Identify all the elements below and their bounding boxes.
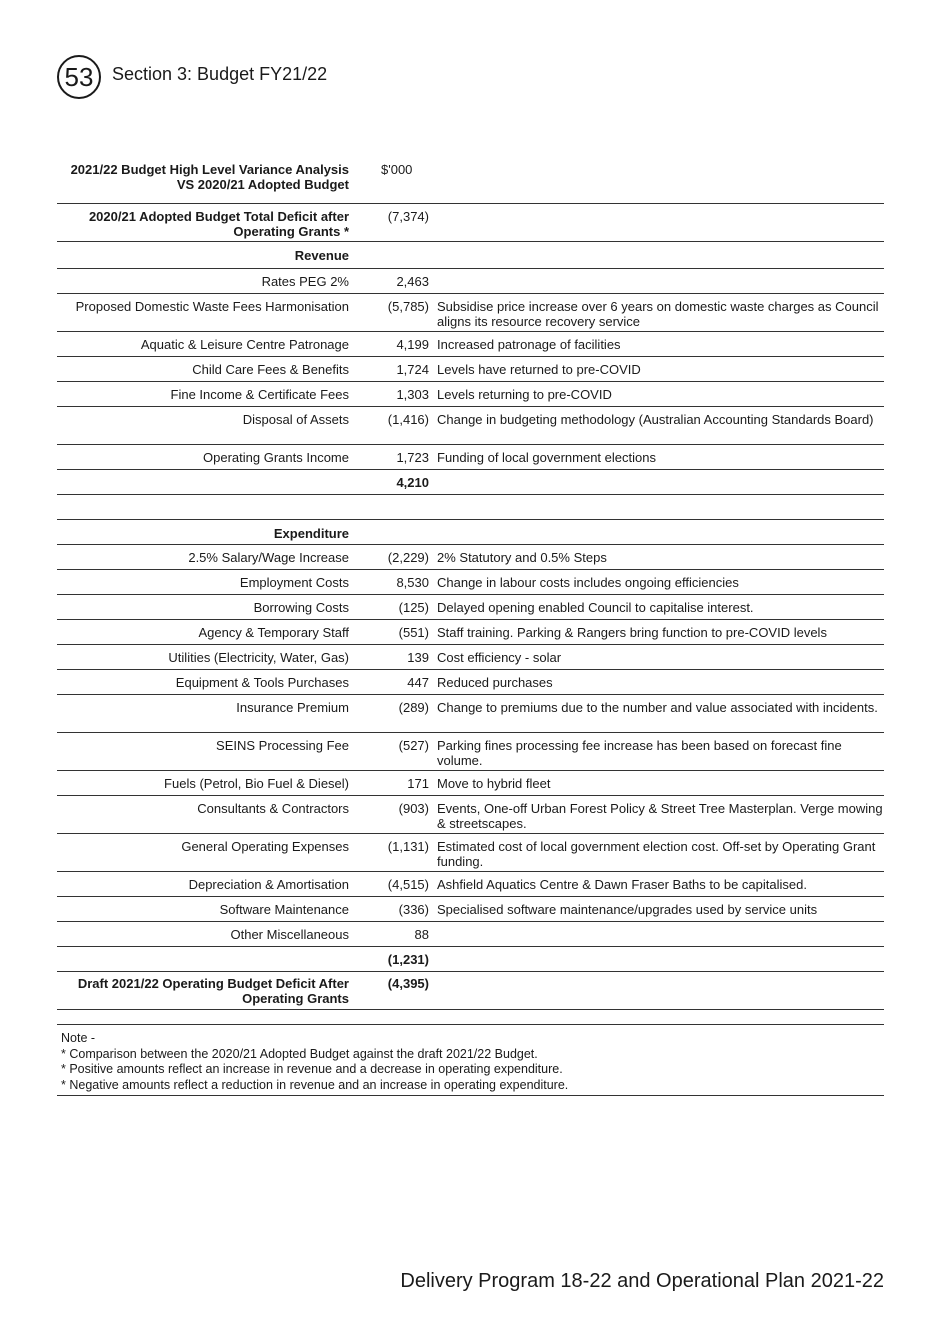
row-label: Aquatic & Leisure Centre Patronage xyxy=(140,337,349,352)
table-row xyxy=(57,796,884,834)
row-label: Proposed Domestic Waste Fees Harmonisation xyxy=(75,299,349,314)
table-row xyxy=(57,695,884,733)
table-row xyxy=(57,645,884,670)
table-row xyxy=(57,872,884,897)
row-value: 1,303 xyxy=(396,387,429,402)
expenditure-total: (1,231) xyxy=(387,952,429,967)
row-label: Depreciation & Amortisation xyxy=(188,877,349,892)
row-label: Fine Income & Certificate Fees xyxy=(170,387,349,402)
row-value: 88 xyxy=(414,927,429,942)
table-row xyxy=(57,670,884,695)
row-comment: Delayed opening enabled Council to capitalise interest. xyxy=(437,600,754,615)
row-value: 2,463 xyxy=(396,274,429,289)
row-comment: Change to premiums due to the number and value associated with incidents. xyxy=(437,700,878,715)
revenue-heading: Revenue xyxy=(294,248,349,263)
row-value: (1,416) xyxy=(387,412,429,427)
row-comment: Subsidise price increase over 6 years on domestic waste charges as Council aligns its resource recovery service xyxy=(437,299,879,329)
row-comment: Reduced purchases xyxy=(437,675,553,690)
row-comment xyxy=(437,927,884,946)
opening-deficit-value: (7,374) xyxy=(387,209,429,224)
notes-block xyxy=(57,1024,884,1096)
revenue-rows xyxy=(57,269,884,470)
note-line: * Comparison between the 2020/21 Adopted Budget against the draft 2021/22 Budget. xyxy=(61,1046,538,1061)
row-comment xyxy=(437,274,884,293)
table-row xyxy=(57,357,884,382)
row-label: Agency & Temporary Staff xyxy=(198,625,349,640)
revenue-heading-row xyxy=(57,242,884,269)
note-line: * Negative amounts reflect a reduction in revenue and an increase in operating expenditure. xyxy=(61,1077,569,1092)
row-label: Fuels (Petrol, Bio Fuel & Diesel) xyxy=(164,776,349,791)
row-value: (527) xyxy=(398,738,429,753)
revenue-total: 4,210 xyxy=(396,475,429,490)
table-row xyxy=(57,733,884,771)
expenditure-rows xyxy=(57,545,884,947)
table-heading-label: 2021/22 Budget High Level Variance Analysis VS 2020/21 Adopted Budget xyxy=(70,162,349,192)
note-line: Note - xyxy=(61,1031,96,1045)
row-label: Other Miscellaneous xyxy=(230,927,349,942)
row-value: (5,785) xyxy=(387,299,429,314)
table-row xyxy=(57,269,884,294)
row-label: SEINS Processing Fee xyxy=(216,738,349,753)
row-label: Utilities (Electricity, Water, Gas) xyxy=(168,650,349,665)
row-comment: Estimated cost of local government election cost. Off-set by Operating Grant funding. xyxy=(437,839,876,869)
row-comment: Move to hybrid fleet xyxy=(437,776,551,791)
variance-table xyxy=(57,158,884,1010)
row-label: Insurance Premium xyxy=(236,700,349,715)
row-label: Employment Costs xyxy=(239,575,349,590)
page-number: 53 xyxy=(57,55,101,99)
row-value: (289) xyxy=(398,700,429,715)
spacer-row xyxy=(57,495,884,520)
row-value: 4,199 xyxy=(396,337,429,352)
row-value: 139 xyxy=(407,650,429,665)
row-value: 1,724 xyxy=(396,362,429,377)
row-label: Consultants & Contractors xyxy=(197,801,349,816)
footer-title: Delivery Program 18-22 and Operational Plan 2021-22 xyxy=(400,1270,884,1292)
note-line: * Positive amounts reflect an increase in revenue and a decrease in operating expenditure. xyxy=(61,1062,563,1076)
row-value: 1,723 xyxy=(396,450,429,465)
row-comment: Change in budgeting methodology (Australian Accounting Standards Board) xyxy=(437,412,874,427)
closing-deficit-value: (4,395) xyxy=(387,976,429,991)
row-label: Equipment & Tools Purchases xyxy=(175,675,349,690)
table-row xyxy=(57,445,884,470)
row-value: (125) xyxy=(398,600,429,615)
row-comment: Parking fines processing fee increase has been based on forecast fine volume. xyxy=(437,738,842,768)
table-row xyxy=(57,897,884,922)
opening-deficit-label: 2020/21 Adopted Budget Total Deficit after Operating Grants * xyxy=(88,209,349,239)
table-row xyxy=(57,294,884,332)
row-comment: Funding of local government elections xyxy=(437,450,656,465)
opening-deficit-row xyxy=(57,204,884,242)
row-comment: Cost efficiency - solar xyxy=(437,650,562,665)
row-comment: Levels returning to pre-COVID xyxy=(437,387,612,402)
row-label: Child Care Fees & Benefits xyxy=(192,362,349,377)
table-row xyxy=(57,922,884,947)
closing-deficit-row xyxy=(57,972,884,1010)
table-row xyxy=(57,834,884,872)
table-row xyxy=(57,332,884,357)
row-label: Borrowing Costs xyxy=(253,600,349,615)
row-label: General Operating Expenses xyxy=(181,839,349,854)
row-value: (903) xyxy=(398,801,429,816)
table-row xyxy=(57,570,884,595)
row-value: 8,530 xyxy=(396,575,429,590)
table-row xyxy=(57,595,884,620)
row-value: (551) xyxy=(398,625,429,640)
row-value: (336) xyxy=(398,902,429,917)
table-row xyxy=(57,407,884,445)
row-comment: 2% Statutory and 0.5% Steps xyxy=(437,550,607,565)
expenditure-heading-row xyxy=(57,520,884,545)
table-row xyxy=(57,620,884,645)
table-heading-row xyxy=(57,158,884,204)
row-value: 447 xyxy=(407,675,429,690)
row-value: (4,515) xyxy=(387,877,429,892)
table-row xyxy=(57,771,884,796)
expenditure-total-row xyxy=(57,947,884,972)
row-label: Disposal of Assets xyxy=(242,412,349,427)
revenue-total-row xyxy=(57,470,884,495)
table-row xyxy=(57,545,884,570)
row-comment: Ashfield Aquatics Centre & Dawn Fraser Baths to be capitalised. xyxy=(437,877,807,892)
closing-deficit-label: Draft 2021/22 Operating Budget Deficit After Operating Grants xyxy=(77,976,349,1006)
table-unit: $'000 xyxy=(381,162,413,177)
row-value: 171 xyxy=(407,776,429,791)
table-row xyxy=(57,382,884,407)
row-comment: Specialised software maintenance/upgrades used by service units xyxy=(437,902,818,917)
row-value: (2,229) xyxy=(387,550,429,565)
row-value: (1,131) xyxy=(387,839,429,854)
row-comment: Staff training. Parking & Rangers bring function to pre-COVID levels xyxy=(437,625,827,640)
row-label: Software Maintenance xyxy=(219,902,349,917)
expenditure-heading: Expenditure xyxy=(273,526,349,541)
row-label: Operating Grants Income xyxy=(203,450,349,465)
section-title: Section 3: Budget FY21/22 xyxy=(112,64,328,84)
row-comment: Increased patronage of facilities xyxy=(437,337,621,352)
row-label: 2.5% Salary/Wage Increase xyxy=(188,550,349,565)
row-label: Rates PEG 2% xyxy=(261,274,349,289)
row-comment: Events, One-off Urban Forest Policy & Street Tree Masterplan. Verge mowing & streetscapes. xyxy=(437,801,883,831)
row-comment: Change in labour costs includes ongoing efficiencies xyxy=(437,575,739,590)
row-comment: Levels have returned to pre-COVID xyxy=(437,362,641,377)
